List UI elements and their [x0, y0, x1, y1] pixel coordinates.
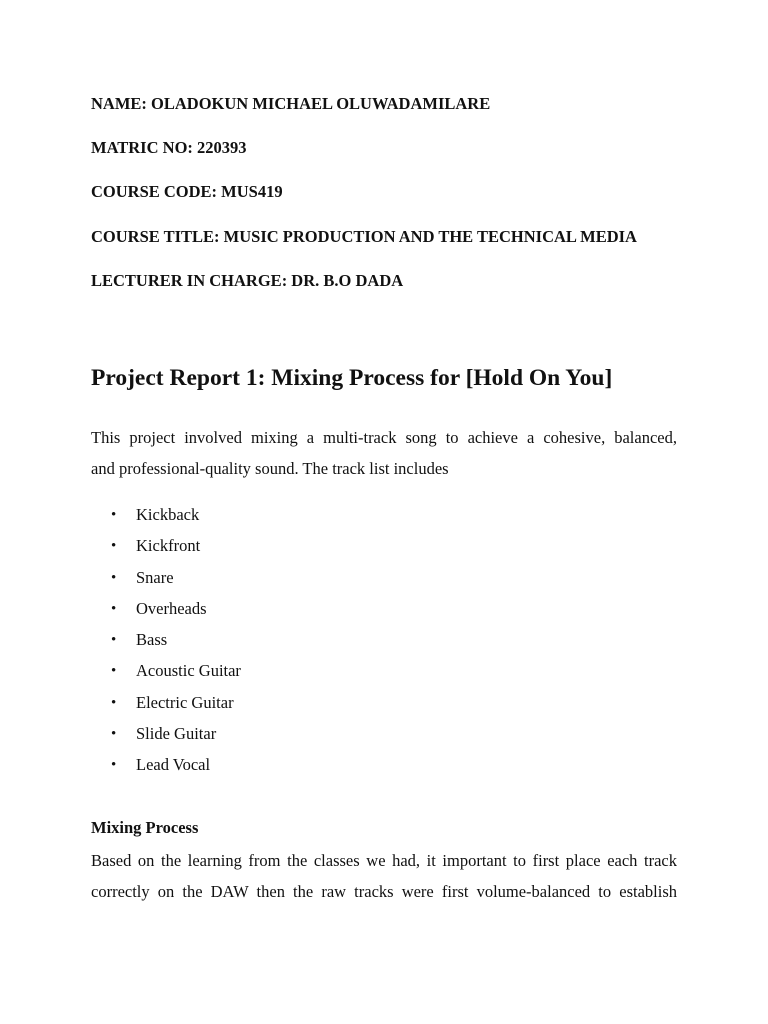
bullet-icon: •	[111, 694, 117, 711]
bullet-icon: •	[111, 757, 117, 774]
intro-paragraph	[91, 422, 677, 484]
paragraph-line: Based on the learning from the classes we had, it important to first place each track	[91, 851, 677, 870]
matric-number: MATRIC NO: 220393	[91, 138, 247, 157]
intro-line: and professional-quality sound. The track list includes	[91, 459, 449, 478]
course-code: COURSE CODE: MUS419	[91, 182, 283, 201]
mixing-process-paragraph	[91, 845, 677, 907]
track-label: Overheads	[136, 598, 207, 618]
track-label: Electric Guitar	[136, 692, 234, 712]
track-label: Slide Guitar	[136, 724, 217, 744]
student-name: NAME: OLADOKUN MICHAEL OLUWADAMILARE	[91, 94, 491, 113]
paragraph-line: correctly on the DAW then the raw tracks were first volume-balanced to establish	[91, 882, 677, 901]
track-label: Kickback	[136, 505, 200, 524]
bullet-icon: •	[111, 538, 117, 555]
track-label: Acoustic Guitar	[136, 661, 241, 681]
lecturer-in-charge: LECTURER IN CHARGE: DR. B.O DADA	[91, 271, 404, 290]
report-title: Project Report 1: Mixing Process for [Hold On You]	[91, 365, 613, 391]
bullet-icon: •	[111, 726, 117, 743]
bullet-icon: •	[111, 600, 117, 617]
track-label: Bass	[136, 630, 168, 650]
mixing-process-heading: Mixing Process	[91, 818, 199, 837]
course-title: COURSE TITLE: MUSIC PRODUCTION AND THE TECHNICAL MEDIA	[91, 227, 637, 246]
intro-line: This project involved mixing a multi-track song to achieve a cohesive, balanced,	[91, 428, 677, 447]
bullet-icon: •	[111, 663, 117, 680]
bullet-icon: •	[111, 569, 117, 586]
track-label: Lead Vocal	[136, 755, 211, 775]
bullet-icon: •	[111, 507, 117, 523]
track-label: Snare	[136, 567, 174, 587]
bullet-icon: •	[111, 632, 117, 649]
track-label: Kickfront	[136, 536, 201, 556]
